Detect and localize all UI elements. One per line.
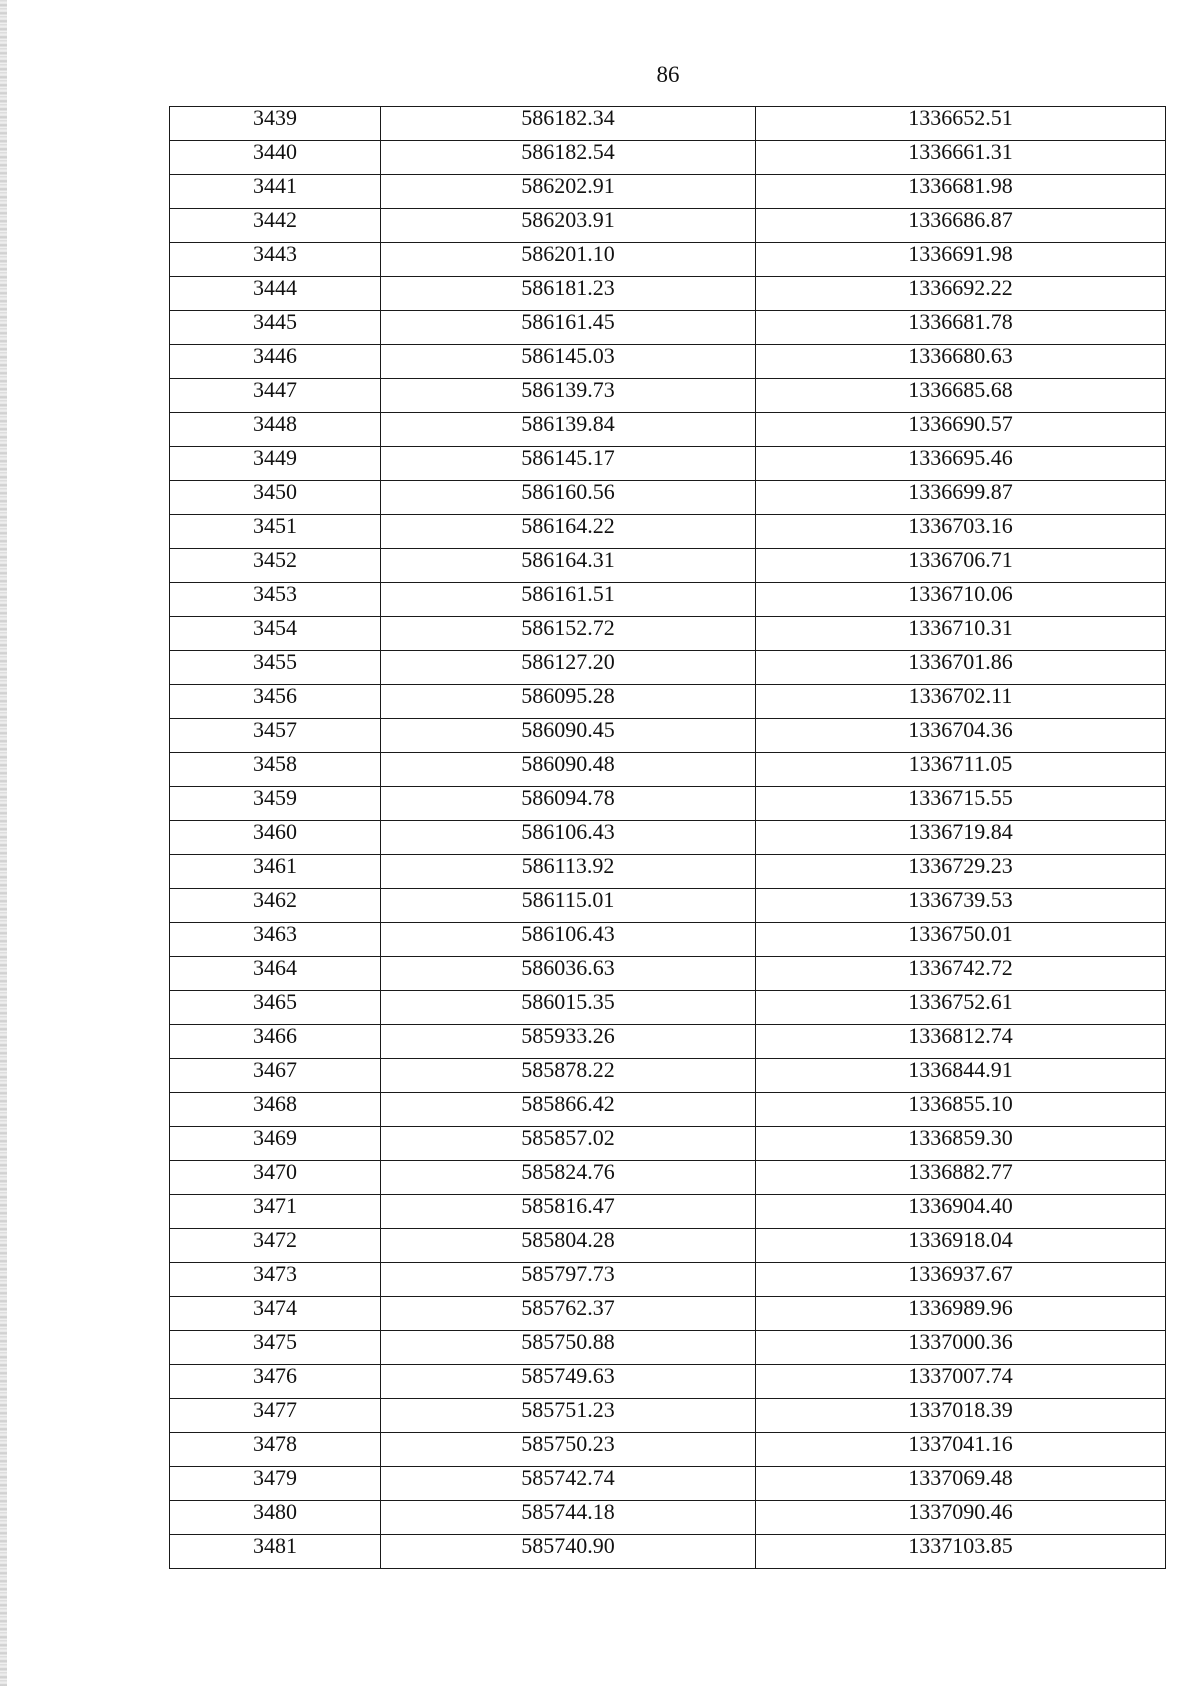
x-coordinate-cell: 585866.42 <box>381 1093 756 1127</box>
y-coordinate-cell: 1336711.05 <box>756 753 1166 787</box>
y-coordinate-cell: 1336855.10 <box>756 1093 1166 1127</box>
point-number-cell: 3440 <box>170 141 381 175</box>
x-coordinate-cell: 586015.35 <box>381 991 756 1025</box>
point-number-cell: 3460 <box>170 821 381 855</box>
x-coordinate-cell: 586139.73 <box>381 379 756 413</box>
point-number-cell: 3473 <box>170 1263 381 1297</box>
y-coordinate-cell: 1336701.86 <box>756 651 1166 685</box>
table-row <box>170 1059 1166 1093</box>
table-row <box>170 447 1166 481</box>
y-coordinate-cell: 1337103.85 <box>756 1535 1166 1569</box>
point-number-cell: 3439 <box>170 107 381 141</box>
x-coordinate-cell: 586113.92 <box>381 855 756 889</box>
table-row <box>170 1501 1166 1535</box>
y-coordinate-cell: 1336904.40 <box>756 1195 1166 1229</box>
y-coordinate-cell: 1336680.63 <box>756 345 1166 379</box>
point-number-cell: 3456 <box>170 685 381 719</box>
table-row <box>170 277 1166 311</box>
point-number-cell: 3457 <box>170 719 381 753</box>
table-row <box>170 243 1166 277</box>
x-coordinate-cell: 586139.84 <box>381 413 756 447</box>
y-coordinate-cell: 1336739.53 <box>756 889 1166 923</box>
x-coordinate-cell: 586036.63 <box>381 957 756 991</box>
x-coordinate-cell: 586164.31 <box>381 549 756 583</box>
point-number-cell: 3443 <box>170 243 381 277</box>
x-coordinate-cell: 586127.20 <box>381 651 756 685</box>
x-coordinate-cell: 585751.23 <box>381 1399 756 1433</box>
table-row <box>170 107 1166 141</box>
y-coordinate-cell: 1336937.67 <box>756 1263 1166 1297</box>
x-coordinate-cell: 585762.37 <box>381 1297 756 1331</box>
x-coordinate-cell: 585750.88 <box>381 1331 756 1365</box>
y-coordinate-cell: 1336652.51 <box>756 107 1166 141</box>
page-number: 86 <box>656 62 680 87</box>
point-number-cell: 3479 <box>170 1467 381 1501</box>
point-number-cell: 3463 <box>170 923 381 957</box>
point-number-cell: 3480 <box>170 1501 381 1535</box>
table-row <box>170 651 1166 685</box>
y-coordinate-cell: 1336692.22 <box>756 277 1166 311</box>
point-number-cell: 3472 <box>170 1229 381 1263</box>
point-number-cell: 3465 <box>170 991 381 1025</box>
coordinate-table <box>169 106 1166 1569</box>
point-number-cell: 3446 <box>170 345 381 379</box>
point-number-cell: 3464 <box>170 957 381 991</box>
point-number-cell: 3442 <box>170 209 381 243</box>
point-number-cell: 3445 <box>170 311 381 345</box>
y-coordinate-cell: 1336918.04 <box>756 1229 1166 1263</box>
y-coordinate-cell: 1337018.39 <box>756 1399 1166 1433</box>
table-row <box>170 345 1166 379</box>
y-coordinate-cell: 1336703.16 <box>756 515 1166 549</box>
x-coordinate-cell: 586090.48 <box>381 753 756 787</box>
point-number-cell: 3449 <box>170 447 381 481</box>
point-number-cell: 3466 <box>170 1025 381 1059</box>
table-row <box>170 1195 1166 1229</box>
point-number-cell: 3453 <box>170 583 381 617</box>
y-coordinate-cell: 1336706.71 <box>756 549 1166 583</box>
table-row <box>170 957 1166 991</box>
point-number-cell: 3475 <box>170 1331 381 1365</box>
x-coordinate-cell: 586182.54 <box>381 141 756 175</box>
table-row <box>170 175 1166 209</box>
table-row <box>170 1365 1166 1399</box>
point-number-cell: 3468 <box>170 1093 381 1127</box>
point-number-cell: 3470 <box>170 1161 381 1195</box>
table-row <box>170 141 1166 175</box>
x-coordinate-cell: 586160.56 <box>381 481 756 515</box>
table-row <box>170 1297 1166 1331</box>
y-coordinate-cell: 1336704.36 <box>756 719 1166 753</box>
x-coordinate-cell: 585797.73 <box>381 1263 756 1297</box>
y-coordinate-cell: 1336695.46 <box>756 447 1166 481</box>
y-coordinate-cell: 1337041.16 <box>756 1433 1166 1467</box>
y-coordinate-cell: 1336715.55 <box>756 787 1166 821</box>
table-row <box>170 1127 1166 1161</box>
table-row <box>170 1535 1166 1569</box>
point-number-cell: 3477 <box>170 1399 381 1433</box>
table-row <box>170 787 1166 821</box>
y-coordinate-cell: 1336710.31 <box>756 617 1166 651</box>
y-coordinate-cell: 1336685.68 <box>756 379 1166 413</box>
x-coordinate-cell: 585740.90 <box>381 1535 756 1569</box>
x-coordinate-cell: 585744.18 <box>381 1501 756 1535</box>
point-number-cell: 3467 <box>170 1059 381 1093</box>
point-number-cell: 3461 <box>170 855 381 889</box>
x-coordinate-cell: 586203.91 <box>381 209 756 243</box>
x-coordinate-cell: 585742.74 <box>381 1467 756 1501</box>
x-coordinate-cell: 586161.51 <box>381 583 756 617</box>
table-row <box>170 1467 1166 1501</box>
y-coordinate-cell: 1337007.74 <box>756 1365 1166 1399</box>
y-coordinate-cell: 1337000.36 <box>756 1331 1166 1365</box>
coordinate-table-body <box>170 107 1166 1569</box>
x-coordinate-cell: 586152.72 <box>381 617 756 651</box>
y-coordinate-cell: 1336699.87 <box>756 481 1166 515</box>
x-coordinate-cell: 586161.45 <box>381 311 756 345</box>
x-coordinate-cell: 585750.23 <box>381 1433 756 1467</box>
x-coordinate-cell: 585933.26 <box>381 1025 756 1059</box>
point-number-cell: 3444 <box>170 277 381 311</box>
table-row <box>170 583 1166 617</box>
y-coordinate-cell: 1336989.96 <box>756 1297 1166 1331</box>
x-coordinate-cell: 586145.17 <box>381 447 756 481</box>
y-coordinate-cell: 1336882.77 <box>756 1161 1166 1195</box>
y-coordinate-cell: 1336750.01 <box>756 923 1166 957</box>
point-number-cell: 3469 <box>170 1127 381 1161</box>
table-row <box>170 1161 1166 1195</box>
y-coordinate-cell: 1336719.84 <box>756 821 1166 855</box>
point-number-cell: 3451 <box>170 515 381 549</box>
x-coordinate-cell: 585878.22 <box>381 1059 756 1093</box>
table-row <box>170 1399 1166 1433</box>
point-number-cell: 3441 <box>170 175 381 209</box>
y-coordinate-cell: 1336844.91 <box>756 1059 1166 1093</box>
point-number-cell: 3447 <box>170 379 381 413</box>
point-number-cell: 3478 <box>170 1433 381 1467</box>
y-coordinate-cell: 1337090.46 <box>756 1501 1166 1535</box>
x-coordinate-cell: 586094.78 <box>381 787 756 821</box>
table-row <box>170 1433 1166 1467</box>
table-row <box>170 1025 1166 1059</box>
y-coordinate-cell: 1336681.78 <box>756 311 1166 345</box>
y-coordinate-cell: 1336686.87 <box>756 209 1166 243</box>
x-coordinate-cell: 586201.10 <box>381 243 756 277</box>
table-row <box>170 413 1166 447</box>
table-row <box>170 719 1166 753</box>
x-coordinate-cell: 586202.91 <box>381 175 756 209</box>
table-row <box>170 549 1166 583</box>
y-coordinate-cell: 1336691.98 <box>756 243 1166 277</box>
point-number-cell: 3459 <box>170 787 381 821</box>
y-coordinate-cell: 1336812.74 <box>756 1025 1166 1059</box>
table-row <box>170 1093 1166 1127</box>
x-coordinate-cell: 586182.34 <box>381 107 756 141</box>
y-coordinate-cell: 1336661.31 <box>756 141 1166 175</box>
point-number-cell: 3448 <box>170 413 381 447</box>
x-coordinate-cell: 585804.28 <box>381 1229 756 1263</box>
x-coordinate-cell: 586115.01 <box>381 889 756 923</box>
table-row <box>170 753 1166 787</box>
table-row <box>170 889 1166 923</box>
x-coordinate-cell: 585816.47 <box>381 1195 756 1229</box>
y-coordinate-cell: 1336702.11 <box>756 685 1166 719</box>
table-row <box>170 515 1166 549</box>
table-row <box>170 1331 1166 1365</box>
point-number-cell: 3471 <box>170 1195 381 1229</box>
x-coordinate-cell: 586181.23 <box>381 277 756 311</box>
x-coordinate-cell: 586106.43 <box>381 923 756 957</box>
y-coordinate-cell: 1337069.48 <box>756 1467 1166 1501</box>
point-number-cell: 3458 <box>170 753 381 787</box>
x-coordinate-cell: 586164.22 <box>381 515 756 549</box>
table-row <box>170 855 1166 889</box>
x-coordinate-cell: 586145.03 <box>381 345 756 379</box>
x-coordinate-cell: 586095.28 <box>381 685 756 719</box>
y-coordinate-cell: 1336710.06 <box>756 583 1166 617</box>
table-row <box>170 923 1166 957</box>
point-number-cell: 3476 <box>170 1365 381 1399</box>
table-row <box>170 1263 1166 1297</box>
point-number-cell: 3481 <box>170 1535 381 1569</box>
y-coordinate-cell: 1336752.61 <box>756 991 1166 1025</box>
point-number-cell: 3474 <box>170 1297 381 1331</box>
table-row <box>170 311 1166 345</box>
y-coordinate-cell: 1336729.23 <box>756 855 1166 889</box>
x-coordinate-cell: 585749.63 <box>381 1365 756 1399</box>
table-row <box>170 685 1166 719</box>
x-coordinate-cell: 585824.76 <box>381 1161 756 1195</box>
table-row <box>170 481 1166 515</box>
table-row <box>170 991 1166 1025</box>
point-number-cell: 3452 <box>170 549 381 583</box>
table-row <box>170 209 1166 243</box>
point-number-cell: 3450 <box>170 481 381 515</box>
table-row <box>170 379 1166 413</box>
x-coordinate-cell: 586106.43 <box>381 821 756 855</box>
y-coordinate-cell: 1336742.72 <box>756 957 1166 991</box>
scan-edge <box>0 0 7 1686</box>
point-number-cell: 3455 <box>170 651 381 685</box>
point-number-cell: 3454 <box>170 617 381 651</box>
y-coordinate-cell: 1336681.98 <box>756 175 1166 209</box>
table-row <box>170 821 1166 855</box>
point-number-cell: 3462 <box>170 889 381 923</box>
table-row <box>170 617 1166 651</box>
x-coordinate-cell: 585857.02 <box>381 1127 756 1161</box>
y-coordinate-cell: 1336690.57 <box>756 413 1166 447</box>
table-row <box>170 1229 1166 1263</box>
x-coordinate-cell: 586090.45 <box>381 719 756 753</box>
y-coordinate-cell: 1336859.30 <box>756 1127 1166 1161</box>
